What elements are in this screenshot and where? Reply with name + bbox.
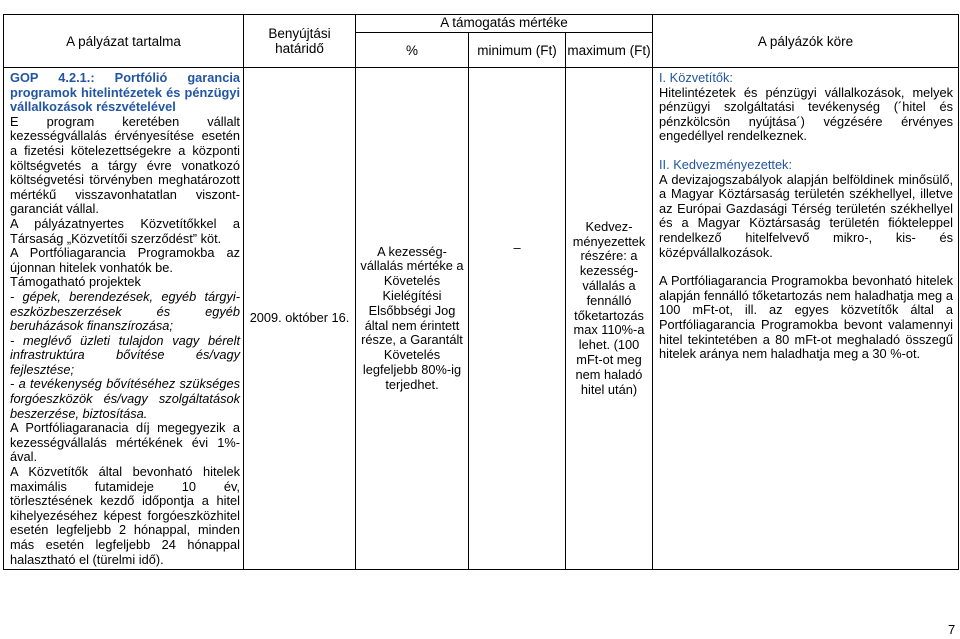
page-number: 7 [948,622,956,637]
header-applicants: A pályázók köre [653,15,959,68]
content-paragraph: E program keretében vállalt kezességvállalás érvényesítése esetén a fizetési kötelezettségekre a központi költségvetés a tárgy évre vonatkozó költségvetési törvényben meghatározott mértékű visszavonhatatlan viszont-garanciát vállal. [10,113,240,217]
program-title: GOP 4.2.1.: Portfólió garancia programok hitelintézetek és pénzügyi vállalkozások részvételével [10,70,240,115]
project-item: - meglévő üzleti tulajdon vagy bérelt infrastruktúra bővítése és/vagy fejlesztése; [10,332,240,377]
portfolio-limit-text: A Portfóliagarancia Programokba bevonható hitelek alapján fennálló tőketartozás nem haladhatja meg a 100 mFt-ot, ill. az egyes közvetítők által a Portfóliagarancia Programokba bevont valamennyi hitel tekintetében a 80 mFt-ot meghaladó összegű hitelek aránya nem haladhatja meg a 30 %-ot. [659,273,953,362]
maximum-cell [566,68,653,570]
content-paragraph: A Portfóliagaranacia díj megegyezik a kezességvállalás mértékének évi 1%-ával. [10,420,240,465]
content-paragraph: A pályázatnyertes Közvetítőkkel a Társaság „Közvetítői szerződést” köt. [10,215,240,246]
header-support: A támogatás mértéke [356,15,653,33]
minimum-value: – [513,240,521,256]
header-percent: % [356,33,469,68]
content-paragraph: A Közvetítők által bevonható hitelek maximális futamideje 10 év, törlesztésének kezdő időpontja a hitel kihelyezéséhez képest forgóeszközhitel esetén legfeljebb 2 hónappal, minden más esetén legfeljebb 24 hónappal halasztható el (türelmi idő). [10,464,240,567]
content-cell [4,68,244,570]
deadline-value: 2009. október 16. [249,310,350,326]
minimum-cell [469,68,566,570]
percent-value: A kezesség-vállalás mértéke a Követelés Kielégítési Elsőbbségi Jog által nem érintett része, a Garantált Követelés legfeljebb 80%-ig terjedhet. [360,243,464,392]
content-paragraph: Támogatható projektek [10,274,141,290]
header-minimum: minimum (Ft) [469,33,566,68]
intermediaries-title: I. Közvetítők: [659,70,733,85]
project-item: - gépek, berendezések, egyéb tárgyi-eszközbeszerzések és egyéb beruházások finanszírozása; [10,288,240,334]
maximum-value: Kedvez-ményezettek részére: a kezesség-vállalás a fennálló tőketartozás max 110%-a lehet. (100 mFt-ot meg nem haladó hitel után) [572,218,646,397]
grant-table [3,14,959,570]
intermediaries-text: Hitelintézetek és pénzügyi vállalkozások, melyek pénzügyi szolgáltatási tevékenység (´hitel és pénzkölcsön nyújtása´) végzésére érvényes engedéllyel rendelkeznek. [659,84,953,144]
header-deadline: Benyújtási határidő [244,15,356,68]
content-paragraph: A Portfóliagarancia Programokba az újonnan hitelek vonhatók be. [10,245,240,275]
header-content: A pályázat tartalma [4,15,244,68]
beneficiaries-title: II. Kedvezményezettek: [659,156,793,172]
deadline-cell [244,68,356,570]
header-maximum: maximum (Ft) [566,33,653,68]
percent-cell [356,68,469,570]
beneficiaries-text: A devizajogszabályok alapján belföldinek minősülő, a Magyar Köztársaság területén székhellyel, illetve az Európai Gazdasági Térség területén székhellyel és a Magyar Köztársaság területén fiókteleppel rendelkező hitelfelvevő mikro-, kis- és középvállalkozások. [659,171,953,260]
applicants-cell [653,68,959,570]
project-item: - a tevékenység bővítéséhez szükséges forgóeszközök és/vagy szolgáltatások beszerzése, biztosítása. [10,376,240,421]
